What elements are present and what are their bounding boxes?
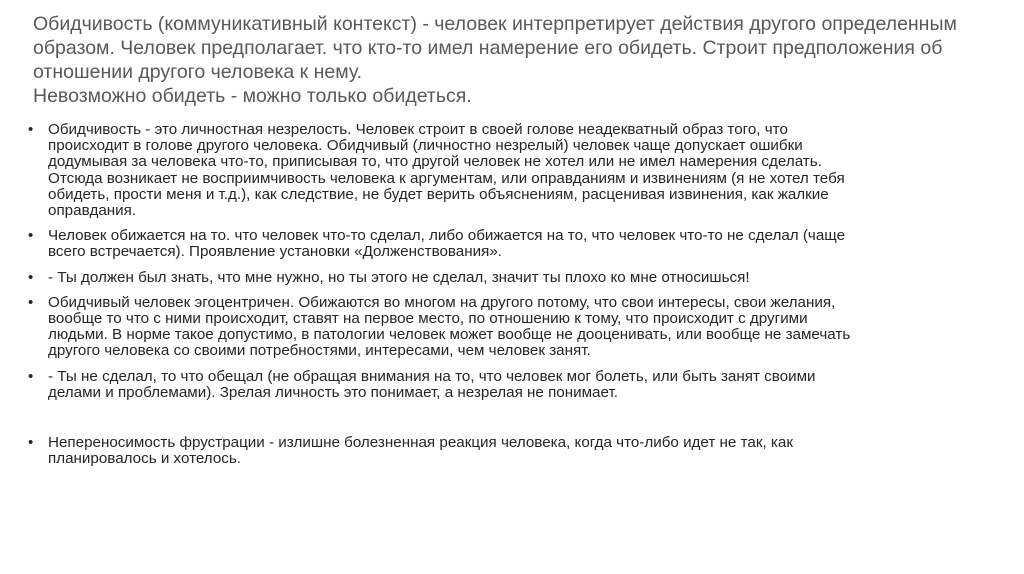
bullet-item xyxy=(26,270,996,286)
title-line: Обидчивость (коммуникативный контекст) - человек интерпретирует действия другого определенным xyxy=(33,13,957,35)
title-line: образом. Человек предполагает. что кто-то имел намерение его обидеть. Строит предположения об xyxy=(33,37,943,59)
bullet-item xyxy=(26,228,996,260)
bullet-text-line: - Ты не сделал, то что обещал (не обращая внимания на то, что человек мог болеть, или быть занят своими xyxy=(48,367,816,385)
bullet-text-line: Обидчивый человек эгоцентричен. Обижаются во многом на другого потому, что свои интересы, свои желания, xyxy=(48,293,836,311)
bullet-marker: • xyxy=(28,268,34,286)
bullet-text-line: Отсюда возникает не восприимчивость человека к аргументам, или оправданиям и извинениям (я не хотел тебя xyxy=(48,169,845,187)
bullet-text-line: людьми. В норме такое допустимо, в патологии человек может вообще не дооценивать, или вообще не замечать xyxy=(48,326,851,344)
title-line: отношении другого человека к нему. xyxy=(33,61,363,83)
bullet-marker: • xyxy=(28,121,34,138)
bullet-text-line: додумывая за человека что-то, приписывая то, что другой человек не хотел или не имел намерения сделать. xyxy=(48,153,822,171)
bullet-text-line: происходит в голове другого человека. Обидчивый (личностно незрелый) человек чаще допускает ошибки xyxy=(48,137,803,155)
bullet-list xyxy=(26,122,996,467)
title-line: Невозможно обидеть - можно только обидеться. xyxy=(33,85,472,107)
bullet-text-line: другого человека со своими потребностями, интересами, чем человек занят. xyxy=(48,342,591,360)
slide-title xyxy=(33,12,993,108)
bullet-text-line: - Ты должен был знать, что мне нужно, но ты этого не сделал, значит ты плохо ко мне относишься! xyxy=(48,268,750,286)
bullet-text-line: делами и проблемами). Зрелая личность это понимает, а незрелая не понимает. xyxy=(48,383,618,401)
bullet-text-line: оправдания. xyxy=(48,202,137,220)
bullet-text-line: вообще то что с ними происходит, ставят на первое место, по отношению к тому, что происходит с другими xyxy=(48,310,808,328)
bullet-marker: • xyxy=(28,434,34,452)
bullet-item xyxy=(26,122,996,219)
bullet-text-line: всего встречается). Проявление установки «Долженствования». xyxy=(48,243,503,261)
bullet-text-line: планировалось и хотелось. xyxy=(48,450,242,468)
bullet-marker: • xyxy=(28,227,34,245)
bullet-marker: • xyxy=(28,367,34,385)
bullet-marker: • xyxy=(28,293,34,311)
bullet-text-line: обидеть, прости меня и т.д.), как следствие, не будет верить объяснениям, расценивая извинения, как жалкие xyxy=(48,185,829,203)
bullet-text-line: Непереносимость фрустрации - излишне болезненная реакция человека, когда что-либо идет не так, как xyxy=(48,434,793,452)
bullet-item xyxy=(26,295,996,360)
bullet-item xyxy=(26,435,996,467)
bullet-item xyxy=(26,369,996,401)
bullet-text-line: Обидчивость - это личностная незрелость. Человек строит в своей голове неадекватный образ того, что xyxy=(48,121,788,138)
bullet-text-line: Человек обижается на то. что человек что-то сделал, либо обижается на то, что человек что-то не сделал (чаще xyxy=(48,227,846,245)
